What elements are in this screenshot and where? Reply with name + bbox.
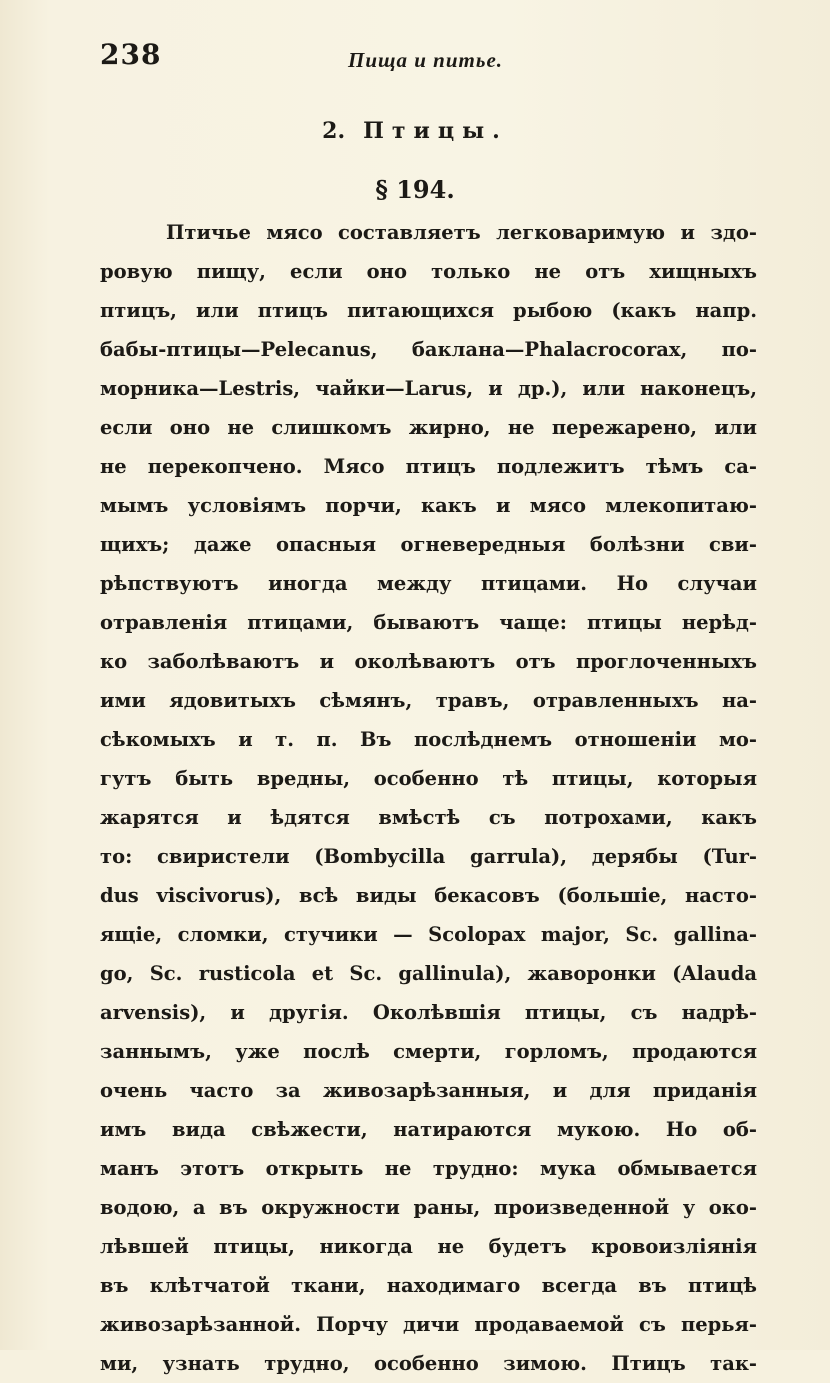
text-line: жарятся и ѣдятся вмѣстѣ съ потрохами, какъ: [100, 806, 757, 829]
text-line: заннымъ, уже послѣ смерти, горломъ, продаются: [100, 1040, 757, 1063]
text-line: очень часто за живозарѣзанныя, и для приданія: [100, 1079, 757, 1102]
section-number: 2.: [322, 118, 346, 144]
text-line: бабы-птицы—Pelecanus, баклана—Phalacrocorax, по-: [100, 338, 757, 361]
text-line: сѣкомыхъ и т. п. Въ послѣднемъ отношеніи мо-: [100, 728, 757, 751]
text-line: если оно не слишкомъ жирно, не пережарено, или: [100, 416, 757, 439]
text-line: то: свиристели (Bombycilla garrula), дерябы (Tur-: [100, 845, 757, 868]
body-text: [100, 213, 757, 1383]
text-line: мымъ условіямъ порчи, какъ и мясо млекопитаю-: [100, 494, 757, 517]
text-line: не перекопчено. Мясо птицъ подлежитъ тѣмъ са-: [100, 455, 757, 478]
text-line: живозарѣзанной. Порчу дичи продаваемой съ перья-: [100, 1313, 757, 1336]
text-line: имъ вида свѣжести, натираются мукою. Но об-: [100, 1118, 757, 1141]
text-line: ящіе, сломки, стучики — Scolopax major, Sc. gallina-: [100, 923, 757, 946]
text-line: щихъ; даже опасныя огневередныя болѣзни сви-: [100, 533, 757, 556]
text-line: морника—Lestris, чайки—Larus, и др.), или наконецъ,: [100, 377, 757, 400]
text-line: отравленія птицами, бываютъ чаще: птицы нерѣд-: [100, 611, 757, 634]
section-heading: [0, 118, 830, 144]
text-line: ко заболѣваютъ и околѣваютъ отъ проглоченныхъ: [100, 650, 757, 673]
paragraph-number: § 194.: [375, 175, 455, 204]
running-title: Пища и питье.: [348, 48, 504, 72]
page-header: [100, 38, 758, 78]
text-line: лѣвшей птицы, никогда не будетъ кровоизліянія: [100, 1235, 757, 1258]
section-title: Птицы.: [363, 118, 508, 144]
text-line: arvensis), и другія. Околѣвшія птицы, съ надрѣ-: [100, 1001, 757, 1024]
text-line: Птичье мясо составляетъ легковаримую и здо-: [166, 221, 757, 244]
page-number: 238: [100, 38, 162, 71]
text-line: ими ядовитыхъ сѣмянъ, травъ, отравленныхъ на-: [100, 689, 757, 712]
text-line: гутъ быть вредны, особенно тѣ птицы, которыя: [100, 767, 757, 790]
text-line: ми, узнать трудно, особенно зимою. Птицъ так-: [100, 1352, 757, 1375]
text-line: птицъ, или птицъ питающихся рыбою (какъ напр.: [100, 299, 757, 322]
text-line: рѣпствуютъ иногда между птицами. Но случаи: [100, 572, 757, 595]
text-line: ровую пищу, если оно только не отъ хищныхъ: [100, 260, 757, 283]
text-line: dus viscivorus), всѣ виды бекасовъ (большіе, насто-: [100, 884, 757, 907]
text-line: манъ этотъ открыть не трудно: мука обмывается: [100, 1157, 757, 1180]
text-line: въ клѣтчатой ткани, находимаго всегда въ птицѣ: [100, 1274, 757, 1297]
text-line: go, Sc. rusticola et Sc. gallinula), жаворонки (Alauda: [100, 962, 757, 985]
text-line: водою, а въ окружности раны, произведенной у око-: [100, 1196, 757, 1219]
